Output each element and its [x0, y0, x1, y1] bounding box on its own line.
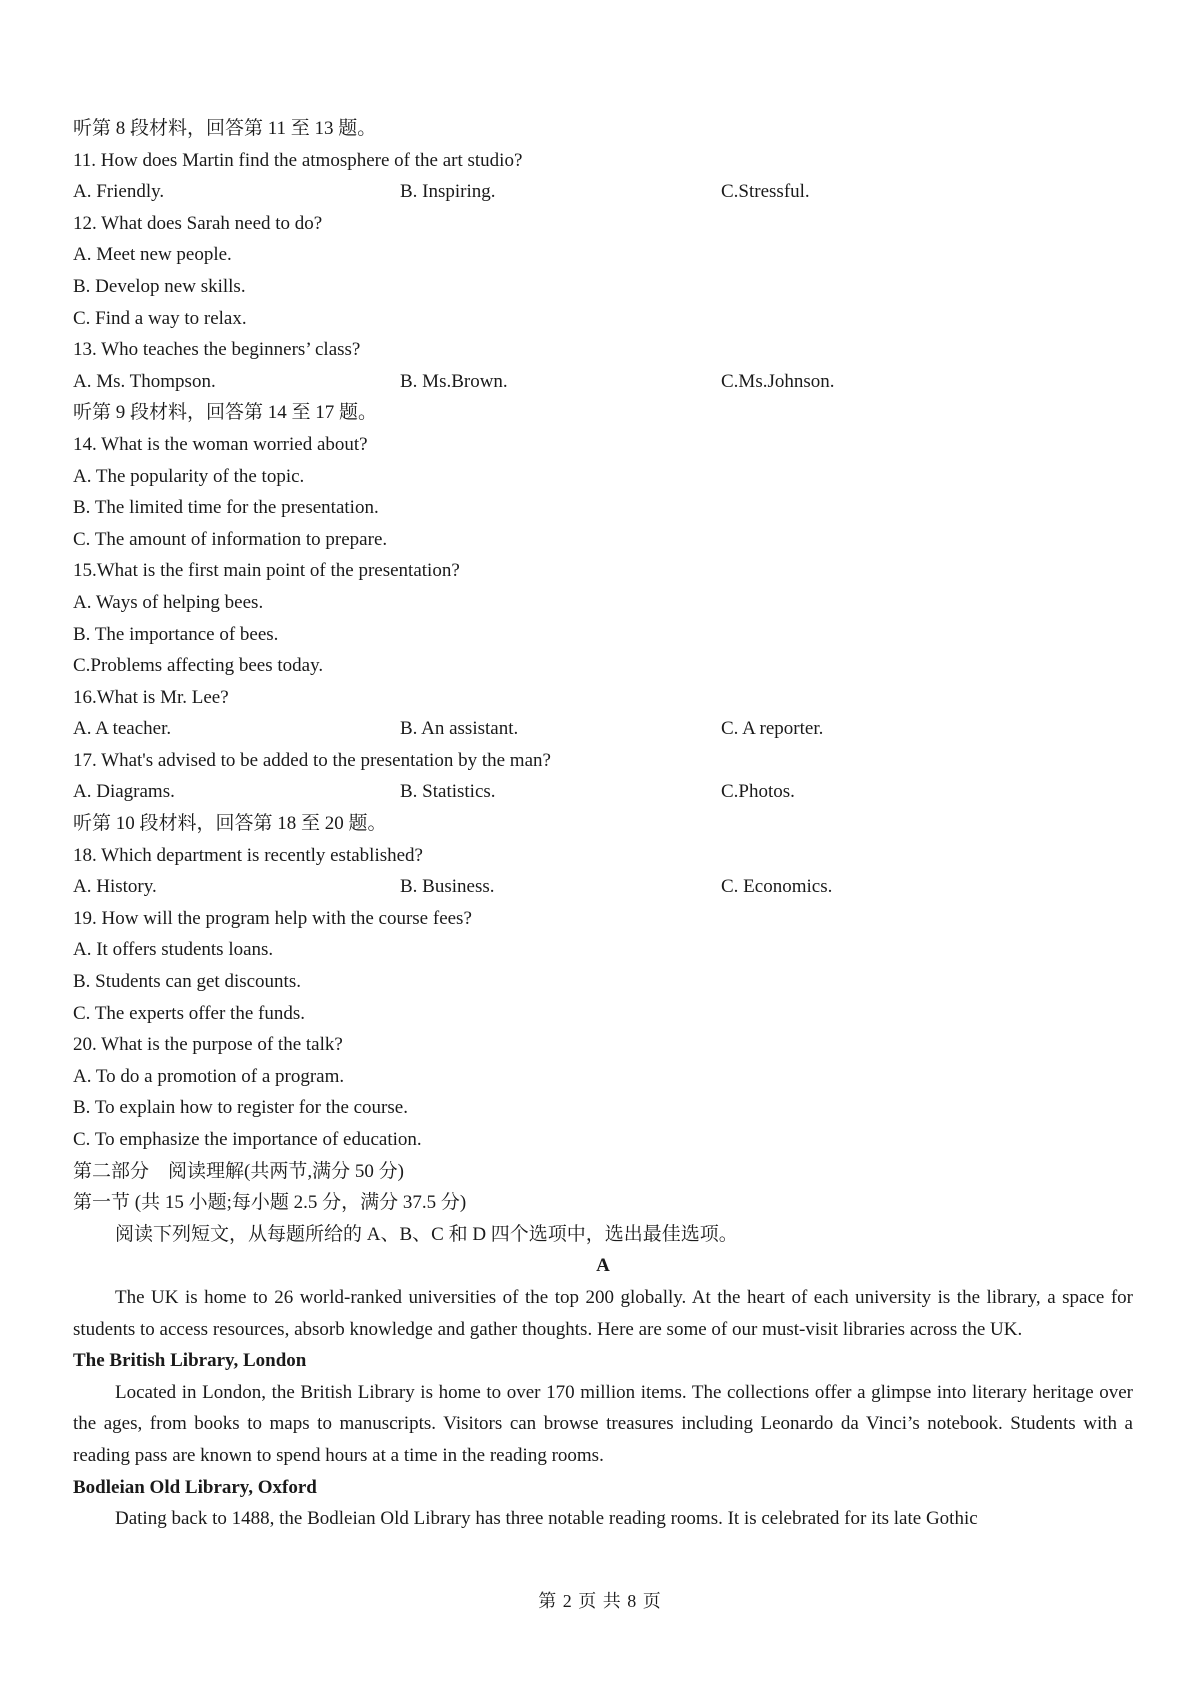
section-10-header: 听第 10 段材料，回答第 18 至 20 题。	[73, 813, 387, 835]
question-11-stem: 11. How does Martin find the atmosphere of the art studio?	[73, 149, 523, 171]
option-b: B. The importance of bees.	[73, 623, 279, 645]
page-content	[73, 113, 1133, 1535]
option-b: B. Develop new skills.	[73, 275, 246, 297]
question-18-stem: 18. Which department is recently established?	[73, 844, 423, 866]
option-b: B. Ms.Brown.	[400, 370, 508, 392]
option-b: B. To explain how to register for the course.	[73, 1097, 408, 1119]
reading-instruction: 阅读下列短文，从每题所给的 A、B、C 和 D 四个选项中，选出最佳选项。	[115, 1223, 738, 1245]
option-c: C. The experts offer the funds.	[73, 1002, 305, 1024]
question-20-stem: 20. What is the purpose of the talk?	[73, 1034, 343, 1056]
question-12-stem: 12. What does Sarah need to do?	[73, 212, 323, 234]
question-13-options	[73, 366, 1133, 398]
question-16-stem: 16.What is Mr. Lee?	[73, 686, 229, 708]
option-b: B. Inspiring.	[400, 181, 496, 203]
option-c: C. To emphasize the importance of education.	[73, 1129, 422, 1150]
option-c: C. Find a way to relax.	[73, 307, 247, 329]
library-title-bodleian: Bodleian Old Library, Oxford	[73, 1476, 317, 1498]
question-17-options	[73, 776, 1133, 808]
page-footer: 第 2 页 共 8 页	[538, 1591, 662, 1611]
option-b: B. An assistant.	[400, 718, 519, 740]
option-b: B. Statistics.	[400, 781, 496, 803]
option-a: A. Diagrams.	[73, 781, 175, 803]
option-a: A. History.	[73, 876, 157, 898]
question-19-stem: 19. How will the program help with the course fees?	[73, 907, 472, 929]
section-1-title: 第一节 (共 15 小题;每小题 2.5 分，满分 37.5 分)	[73, 1192, 467, 1214]
option-b: B. The limited time for the presentation.	[73, 497, 379, 519]
option-b: B. Students can get discounts.	[73, 971, 301, 993]
option-c: C. Economics.	[721, 876, 833, 898]
option-a: A. Ways of helping bees.	[73, 591, 264, 613]
question-16-options	[73, 713, 1133, 745]
question-18-options	[73, 871, 1133, 903]
option-a: A. Ms. Thompson.	[73, 370, 216, 392]
option-c: C.Ms.Johnson.	[721, 370, 835, 392]
part-2-title: 第二部分 阅读理解(共两节,满分 50 分)	[73, 1160, 404, 1182]
passage-intro: The UK is home to 26 world-ranked universities of the top 200 globally. At the heart of each university is the library, a space for students to access resources, absorb knowledge and gather thoughts. Here are some of our must-visit libraries across the UK.	[73, 1286, 1133, 1340]
option-a: A. To do a promotion of a program.	[73, 1065, 345, 1087]
option-c: C.Problems affecting bees today.	[73, 655, 324, 677]
option-a: A. The popularity of the topic.	[73, 465, 305, 487]
question-11-options	[73, 176, 1133, 208]
option-c: C. The amount of information to prepare.	[73, 528, 388, 550]
option-c: C.Photos.	[721, 781, 795, 803]
option-c: C.Stressful.	[721, 181, 810, 203]
option-a: A. Friendly.	[73, 181, 165, 203]
question-14-stem: 14. What is the woman worried about?	[73, 433, 368, 455]
option-c: C. A reporter.	[721, 718, 824, 740]
option-a: A. It offers students loans.	[73, 939, 274, 961]
section-8-header: 听第 8 段材料，回答第 11 至 13 题。	[73, 118, 377, 139]
question-15-stem: 15.What is the first main point of the presentation?	[73, 560, 460, 582]
option-a: A. A teacher.	[73, 718, 172, 740]
option-a: A. Meet new people.	[73, 244, 232, 266]
question-13-stem: 13. Who teaches the beginners’ class?	[73, 339, 361, 361]
question-17-stem: 17. What's advised to be added to the presentation by the man?	[73, 749, 551, 771]
section-9-header: 听第 9 段材料，回答第 14 至 17 题。	[73, 402, 378, 424]
library-text-british: Located in London, the British Library is home to over 170 million items. The collections offer a glimpse into literary heritage over the ages, from books to maps to manuscripts. Visitors can browse treasures including Leonardo da Vinci’s notebook. Students with a reading pass are known to spend hours at a time in the reading rooms.	[73, 1381, 1133, 1466]
library-text-bodleian: Dating back to 1488, the Bodleian Old Library has three notable reading rooms. It is celebrated for its late Gothic	[115, 1508, 978, 1530]
passage-letter: A	[596, 1255, 610, 1277]
library-title-british: The British Library, London	[73, 1350, 307, 1372]
option-b: B. Business.	[400, 876, 495, 898]
